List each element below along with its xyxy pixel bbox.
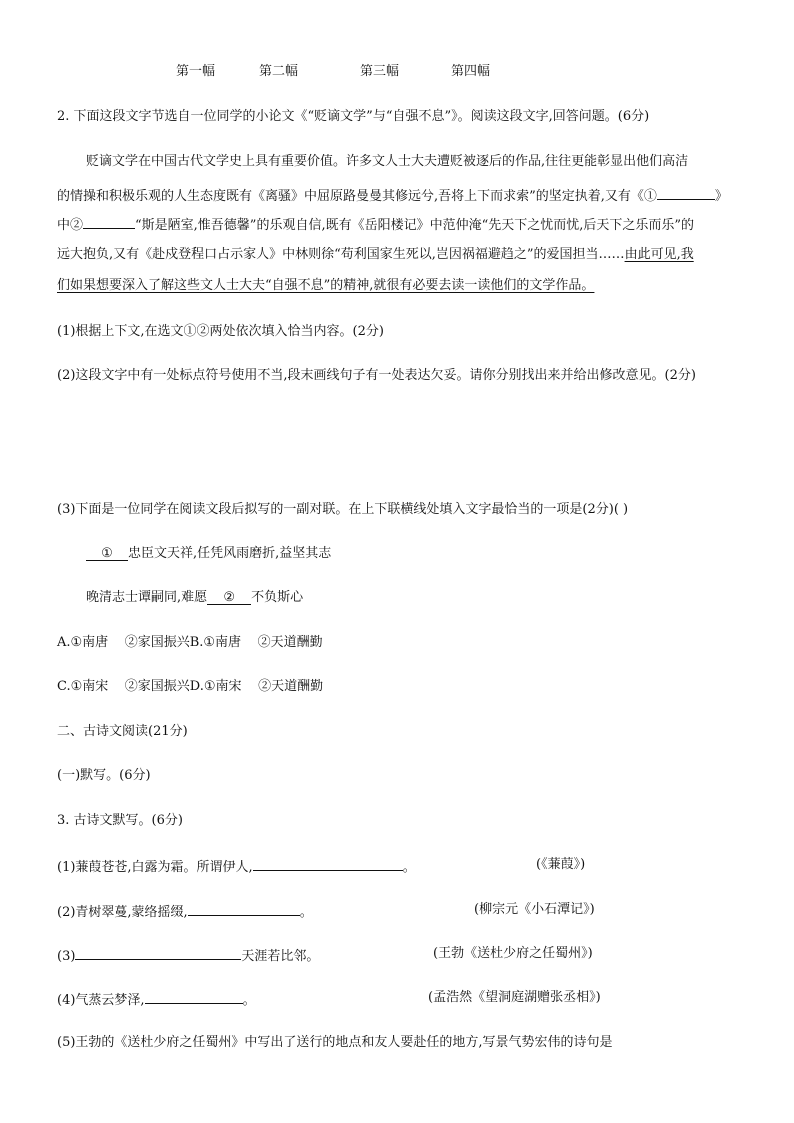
recite-blank-2[interactable]: [188, 901, 300, 916]
recite-item-3-text: (3): [57, 949, 76, 964]
couplet-line-2: [86, 589, 303, 607]
recite-item-1: [57, 856, 416, 877]
q2-sub-1: (1)根据上下文,在选文①②两处依次填入恰当内容。(2分): [57, 324, 384, 339]
recite-source-4: (孟浩然《望洞庭湖赠张丞相》): [428, 990, 601, 1005]
underlined-sentence: 们如果想要深入了解这些文人士大夫“自强不息”的精神,就很有必要去读一读他们的文学作品。: [57, 278, 595, 293]
q2-para-line-2-end: 》: [714, 189, 728, 204]
q2-para-line-2: [57, 185, 728, 206]
q2-sub-2: (2)这段文字中有一处标点符号使用不当,段末画线句子有一处表达欠妥。请你分别找出来并给出修改意见。(2分): [57, 368, 696, 383]
recite-item-1-end: 。: [402, 860, 416, 875]
q2-para-line-4-text: 远大抱负,又有《赴戍登程口占示家人》中林则徐“苟利国家生死以,岂因祸福避趋之”的爱国担当……: [57, 247, 625, 262]
couplet-line-2-text: 不负斯心: [251, 590, 304, 605]
panel-caption-1: 第一幅: [176, 64, 216, 79]
q2-para-line-1: 贬谪文学在中国古代文学史上具有重要价值。许多文人士大夫遭贬被逐后的作品,往往更能彰显出他们高洁: [86, 154, 689, 169]
q2-para-line-3-text: “斯是陋室,惟吾德馨”的乐观自信,既有《岳阳楼记》中范仲淹“先天下之忧而忧,后天下之乐而乐”的: [135, 218, 694, 233]
recite-item-3-end: 天涯若比邻。: [241, 949, 320, 964]
q2-para-line-4: [57, 246, 694, 264]
fill-blank-2[interactable]: [83, 214, 135, 229]
options-cd: C.①南宋 ②家国振兴D.①南宋 ②天道酬勤: [57, 679, 324, 694]
couplet-blank-2-label: ②: [223, 590, 235, 605]
section-2-sub: (一)默写。(6分): [57, 768, 151, 783]
recite-item-2-end: 。: [299, 905, 313, 920]
recite-item-1-text: (1)蒹葭苍苍,白露为霜。所谓伊人,: [57, 860, 253, 875]
recite-item-2-text: (2)青树翠蔓,蒙络摇缀,: [57, 905, 188, 920]
q2-para-line-3: [57, 214, 694, 235]
recite-item-2: [57, 901, 313, 922]
panel-caption-2: 第二幅: [259, 64, 299, 79]
couplet-blank-2[interactable]: [207, 589, 251, 605]
q2-sub-3: (3)下面是一位同学在阅读文段后拟写的一副对联。在上下联横线处填入文字最恰当的一项是(2分)( ): [57, 502, 629, 517]
recite-source-2: (柳宗元《小石潭记》): [474, 902, 595, 917]
couplet-blank-1[interactable]: [86, 545, 128, 561]
options-ab: A.①南唐 ②家国振兴B.①南唐 ②天道酬勤: [57, 635, 323, 650]
recite-item-3: [57, 945, 319, 966]
panel-caption-3: 第三幅: [360, 64, 400, 79]
q3-stem: 3. 古诗文默写。(6分): [57, 813, 183, 828]
recite-source-3: (王勃《送杜少府之任蜀州》): [433, 946, 593, 961]
q2-para-line-3-start: 中②: [57, 218, 84, 233]
q2-para-line-2-text: 的情操和积极乐观的人生态度既有《离骚》中屈原路曼曼其修远兮,吾将上下而求索”的坚定执着,又有《①: [57, 189, 657, 204]
couplet-line-1-text: 忠臣文天祥,任凭风雨磨折,益坚其志: [128, 546, 332, 561]
recite-blank-1[interactable]: [253, 856, 403, 871]
underlined-sentence-start: 由此可见,我: [624, 247, 694, 262]
couplet-line-1: [86, 545, 331, 563]
panel-caption-4: 第四幅: [451, 64, 491, 79]
recite-item-4: [57, 989, 256, 1010]
fill-blank-1[interactable]: [657, 185, 715, 200]
q2-stem: 2. 下面这段文字节选自一位同学的小论文《“贬谪文学”与“自强不息”》。阅读这段文字,回答问题。(6分): [57, 109, 650, 124]
couplet-blank-1-label: ①: [101, 546, 113, 561]
couplet-line-2-start: 晚清志士谭嗣同,难愿: [86, 590, 208, 605]
recite-source-1: (《蒹葭》): [536, 857, 586, 872]
recite-item-5: (5)王勃的《送杜少府之任蜀州》中写出了送行的地点和友人要赴任的地方,写景气势宏伟的诗句是: [57, 1035, 613, 1050]
section-2-title: 二、古诗文阅读(21分): [57, 724, 188, 739]
recite-item-4-end: 。: [242, 993, 256, 1008]
recite-blank-4[interactable]: [145, 989, 243, 1004]
recite-item-4-text: (4)气蒸云梦泽,: [57, 993, 145, 1008]
recite-blank-3[interactable]: [75, 945, 241, 960]
